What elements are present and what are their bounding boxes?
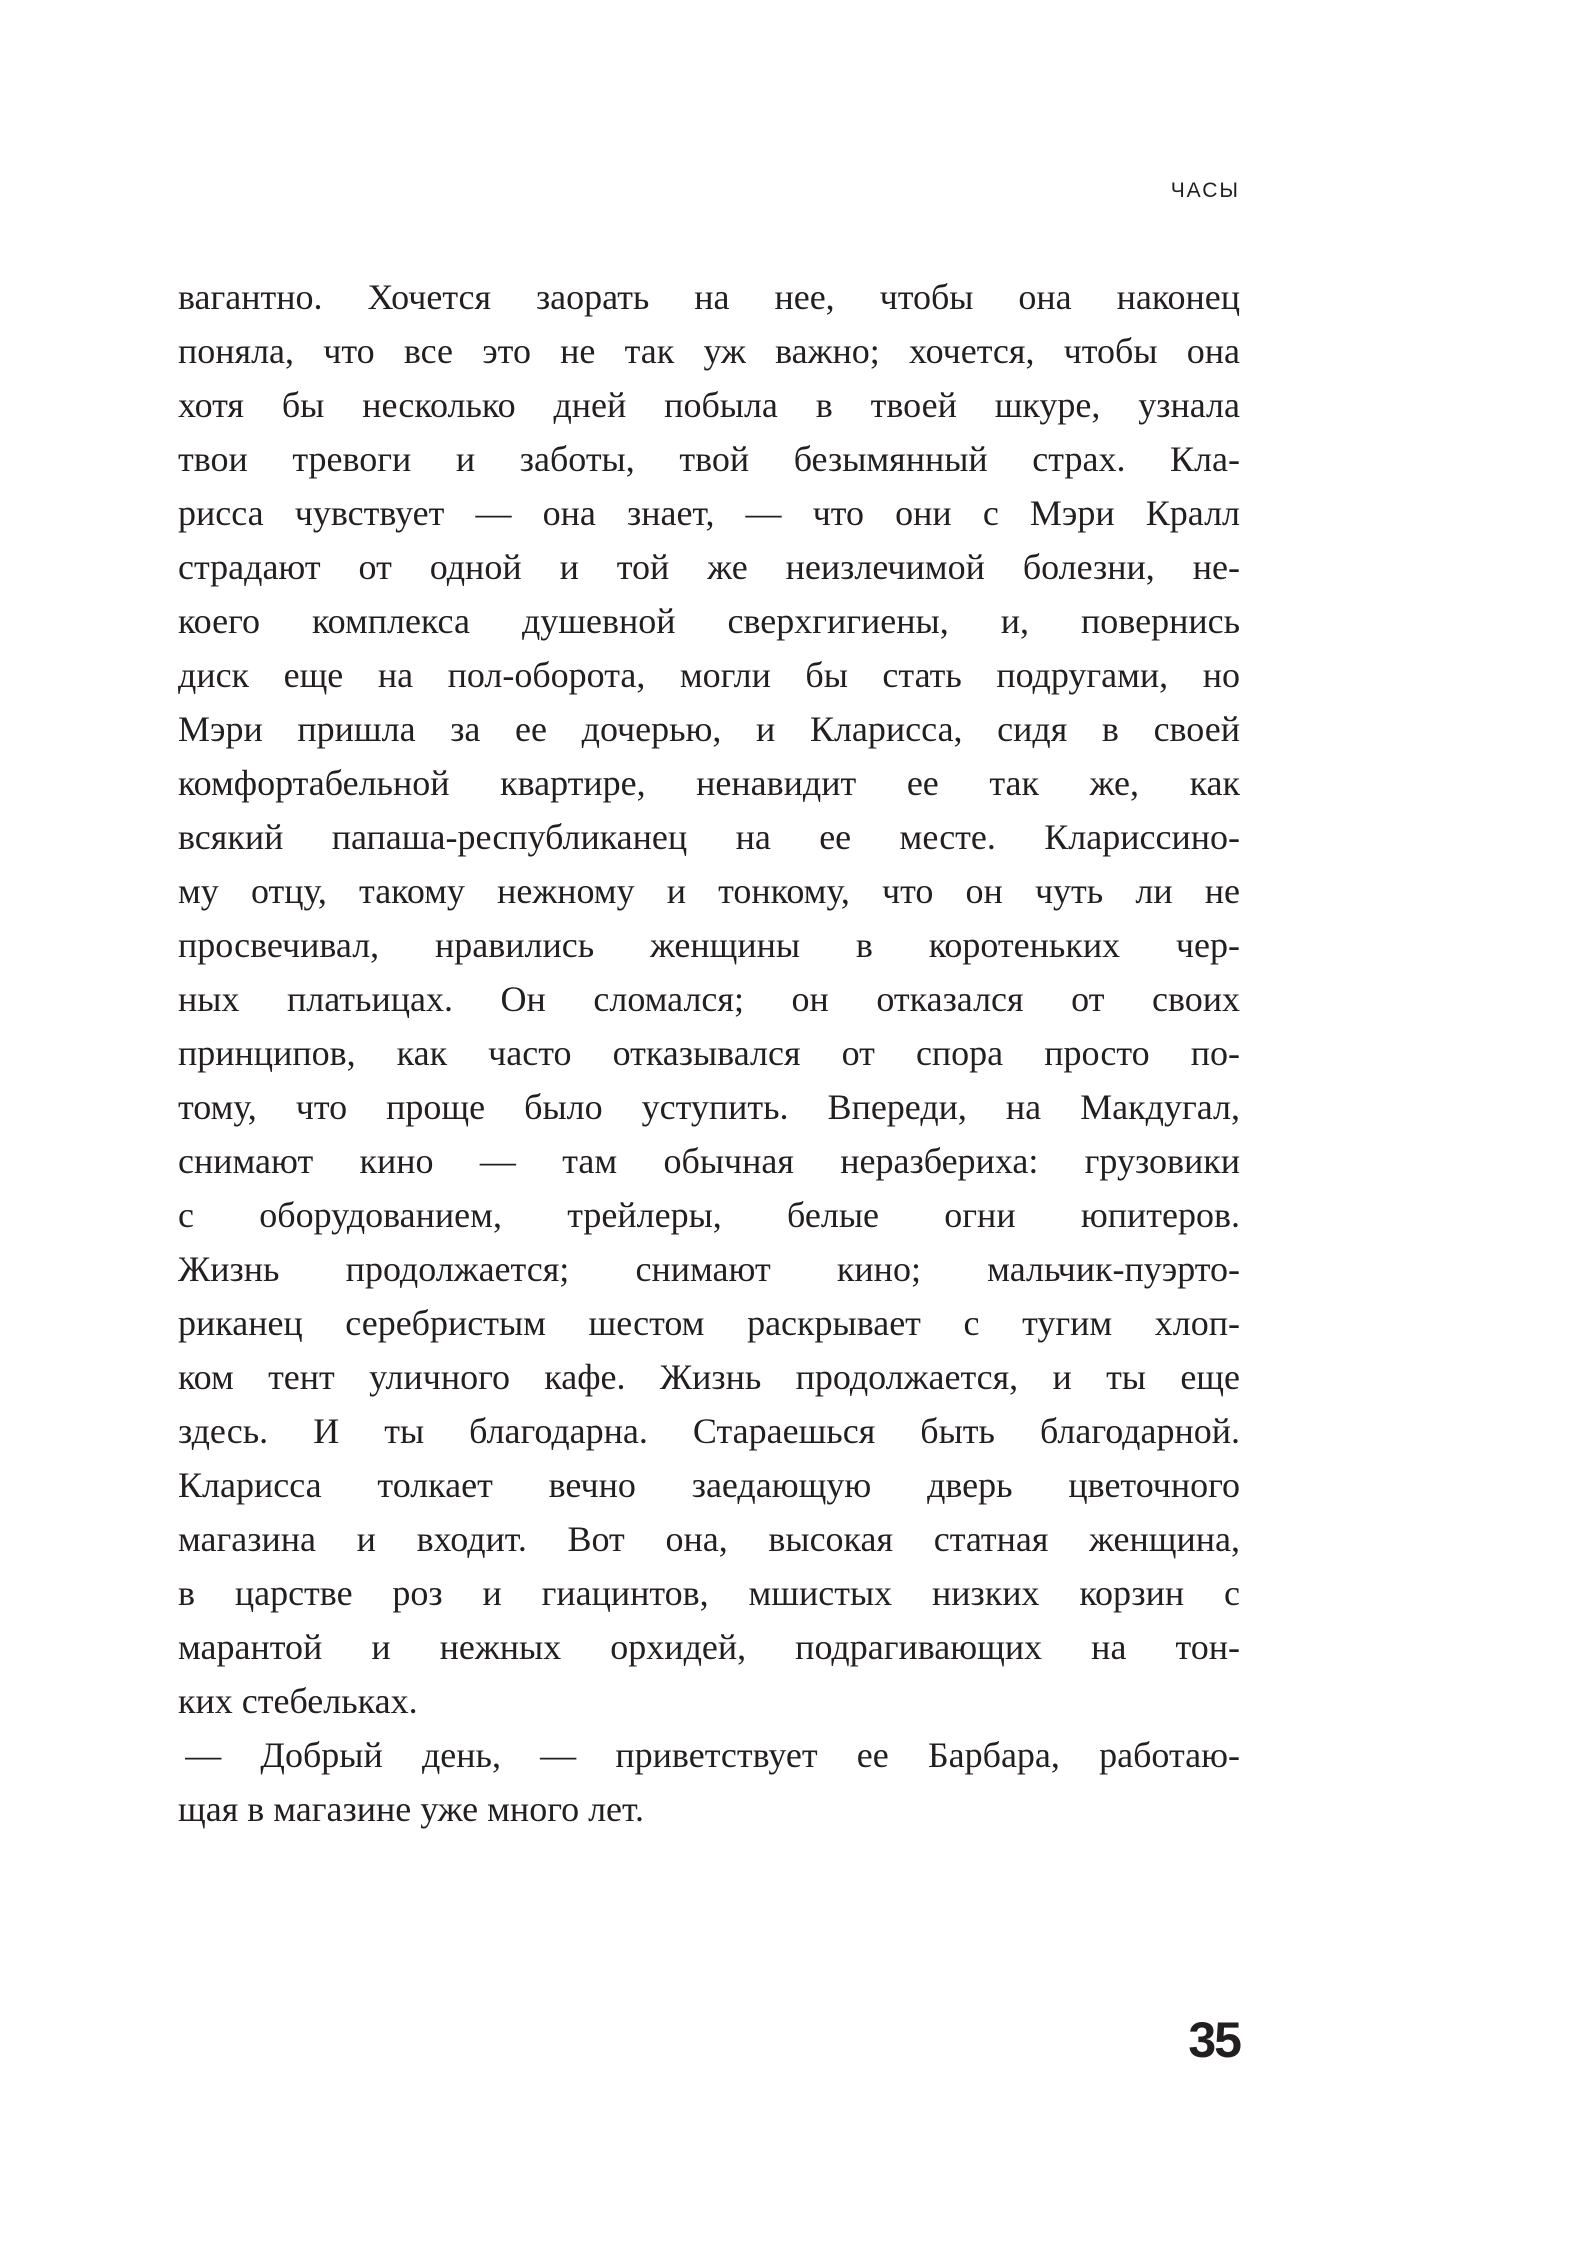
running-head: ЧАСЫ <box>1170 179 1240 202</box>
text-line: принципов, как часто отказывался от спора просто по- <box>178 1033 1240 1073</box>
text-line: хотя бы несколько дней побыла в твоей шкуре, узнала <box>178 385 1240 425</box>
text-line: диск еще на пол-оборота, могли бы стать подругами, но <box>178 655 1240 695</box>
text-line: ких стебельках. <box>178 1681 418 1721</box>
text-line: снимают кино — там обычная неразбериха: грузовики <box>178 1141 1240 1181</box>
text-line: му отцу, такому нежному и тонкому, что он чуть ли не <box>178 871 1240 911</box>
page-number: 35 <box>1188 2012 1240 2068</box>
body-text <box>178 270 1240 1836</box>
text-line: тому, что проще было уступить. Впереди, на Макдугал, <box>178 1087 1240 1127</box>
text-line: магазина и входит. Вот она, высокая статная женщина, <box>178 1519 1240 1559</box>
text-line: ных платьицах. Он сломался; он отказался от своих <box>178 979 1240 1019</box>
text-line: просвечивал, нравились женщины в коротеньких чер- <box>178 925 1240 965</box>
text-line: Мэри пришла за ее дочерью, и Кларисса, сидя в своей <box>178 709 1240 749</box>
text-line: с оборудованием, трейлеры, белые огни юпитеров. <box>178 1195 1240 1235</box>
text-line: твои тревоги и заботы, твой безымянный страх. Кла- <box>178 439 1240 479</box>
text-line: — Добрый день, — приветствует ее Барбара, работаю- <box>178 1735 1240 1775</box>
text-line: поняла, что все это не так уж важно; хочется, чтобы она <box>178 331 1240 371</box>
text-line: вагантно. Хочется заорать на нее, чтобы она наконец <box>178 277 1240 317</box>
text-line: Кларисса толкает вечно заедающую дверь цветочного <box>178 1465 1240 1505</box>
text-line: в царстве роз и гиацинтов, мшистых низких корзин с <box>178 1573 1240 1613</box>
text-line: марантой и нежных орхидей, подрагивающих на тон- <box>178 1627 1240 1667</box>
text-line: риканец серебристым шестом раскрывает с тугим хлоп- <box>178 1303 1240 1343</box>
text-line: коего комплекса душевной сверхгигиены, и, повернись <box>178 601 1240 641</box>
text-line: комфортабельной квартире, ненавидит ее так же, как <box>178 763 1240 803</box>
text-line: Жизнь продолжается; снимают кино; мальчик-пуэрто- <box>178 1249 1240 1289</box>
text-line: рисса чувствует — она знает, — что они с Мэри Кралл <box>178 493 1240 533</box>
text-line: страдают от одной и той же неизлечимой болезни, не- <box>178 547 1240 587</box>
text-line: ком тент уличного кафе. Жизнь продолжается, и ты еще <box>178 1357 1240 1397</box>
text-line: щая в магазине уже много лет. <box>178 1789 645 1829</box>
text-line: здесь. И ты благодарна. Стараешься быть благодарной. <box>178 1411 1240 1451</box>
text-line: всякий папаша-республиканец на ее месте. Клариссино- <box>178 817 1240 857</box>
